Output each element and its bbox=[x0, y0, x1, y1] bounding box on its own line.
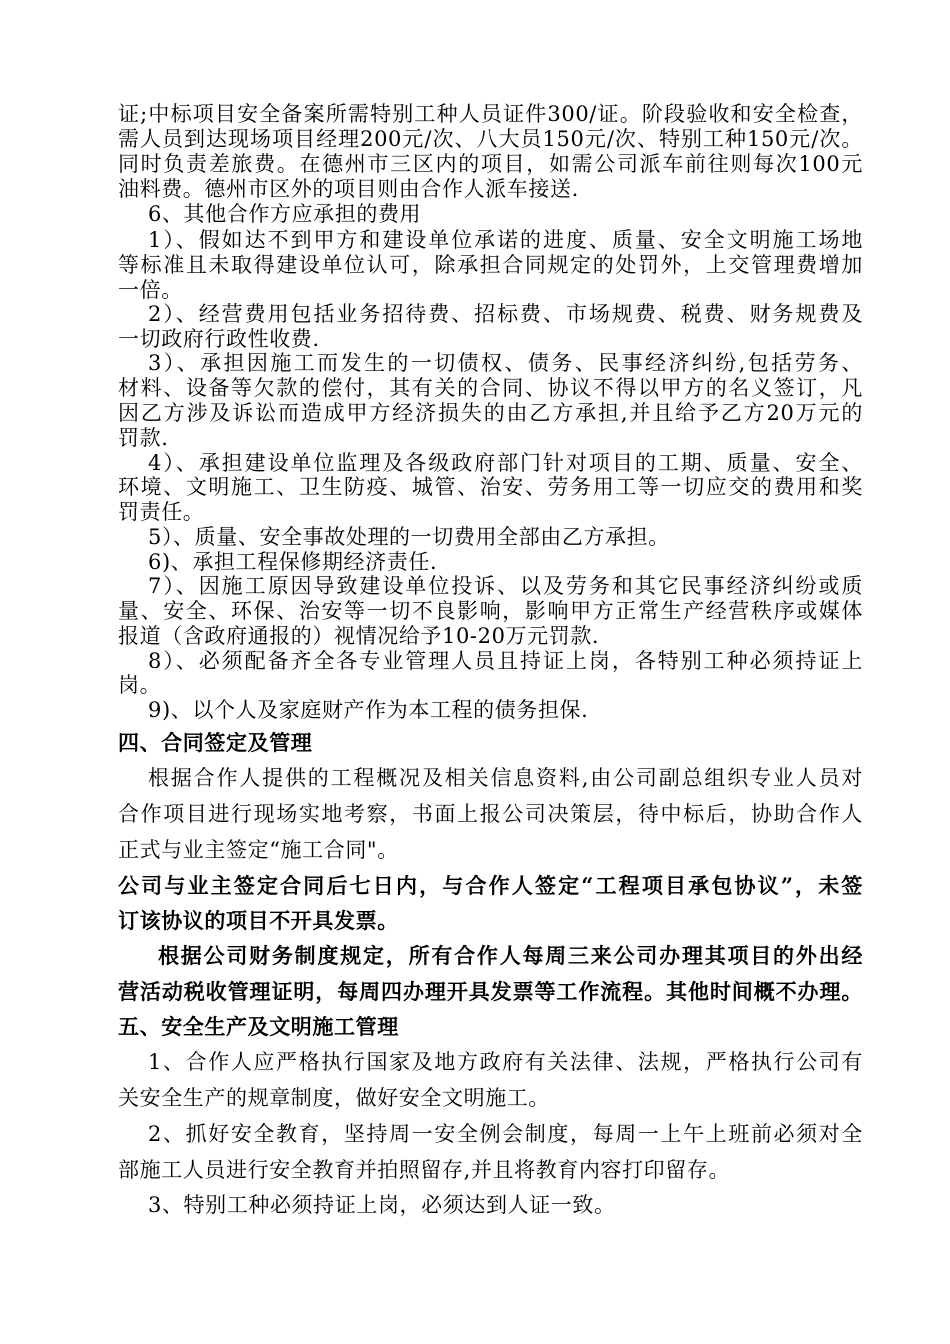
text-line: 一倍。 bbox=[118, 278, 183, 302]
text-line: 3）、承担因施工而发生的一切债权、债务、民事经济纠纷,包括劳务、 bbox=[148, 351, 863, 375]
text-line: 同时负责差旅费。在德州市三区内的项目，如需公司派车前往则每次100元 bbox=[118, 152, 863, 176]
text-line: 8）、必须配备齐全各专业管理人员且持证上岗，各特别工种必须持证上 bbox=[148, 649, 863, 673]
text-line: 罚款. bbox=[118, 426, 169, 450]
text-line: 材料、设备等欠款的偿付，其有关的合同、协议不得以甲方的名义签订，凡 bbox=[118, 376, 863, 400]
text-line: 岗。 bbox=[118, 673, 162, 697]
subsection-heading: 6、其他合作方应承担的费用 bbox=[148, 202, 422, 226]
section-heading: 四、合同签定及管理 bbox=[118, 730, 313, 755]
text-line: 环境、文明施工、卫生防疫、城管、治安、劳务用工等一切应交的费用和奖 bbox=[118, 475, 863, 499]
text-line: 关安全生产的规章制度，做好安全文明施工。 bbox=[118, 1086, 550, 1110]
text-line: 9)、以个人及家庭财产作为本工程的债务担保. bbox=[148, 698, 589, 722]
text-line: 报道（含政府通报的）视情况给予10-20万元罚款. bbox=[118, 624, 600, 648]
text-line: 量、安全、环保、治安等一切不良影响，影响甲方正常生产经营秩序或媒体 bbox=[118, 599, 863, 623]
text-line: 因乙方涉及诉讼而造成甲方经济损失的由乙方承担,并且给予乙方20万元的 bbox=[118, 401, 863, 425]
text-line: 根据合作人提供的工程概况及相关信息资料,由公司副总组织专业人员对 bbox=[148, 766, 863, 790]
text-line: 正式与业主签定“施工合同"。 bbox=[118, 838, 399, 862]
text-line: 1、合作人应严格执行国家及地方政府有关法律、法规，严格执行公司有 bbox=[148, 1050, 863, 1074]
text-line: 1）、假如达不到甲方和建设单位承诺的进度、质量、安全文明施工场地 bbox=[148, 228, 863, 252]
text-line: 需人员到达现场项目经理200元/次、八大员150元/次、特别工种150元/次。 bbox=[118, 127, 863, 151]
section-heading: 五、安全生产及文明施工管理 bbox=[118, 1014, 399, 1039]
text-line: 4）、承担建设单位监理及各级政府部门针对项目的工期、质量、安全、 bbox=[148, 451, 863, 475]
bold-text-line: 营活动税收管理证明，每周四办理开具发票等工作流程。其他时间概不办理。 bbox=[118, 979, 863, 1004]
bold-text-line: 公司与业主签定合同后七日内，与合作人签定“工程项目承包协议”，未签 bbox=[118, 873, 863, 898]
bold-text-line: 根据公司财务制度规定，所有合作人每周三来公司办理其项目的外出经 bbox=[158, 943, 863, 968]
text-line: 7）、因施工原因导致建设单位投诉、以及劳务和其它民事经济纠纷或质 bbox=[148, 574, 863, 598]
bold-text-line: 订该协议的项目不开具发票。 bbox=[118, 908, 399, 933]
text-line: 3、特别工种必须持证上岗，必须达到人证一致。 bbox=[148, 1193, 616, 1217]
text-line: 等标准且未取得建设单位认可，除承担合同规定的处罚外，上交管理费增加 bbox=[118, 253, 863, 277]
text-line: 合作项目进行现场实地考察，书面上报公司决策层，待中标后，协助合作人 bbox=[118, 802, 863, 826]
text-line: 2）、经营费用包括业务招待费、招标费、市场规费、税费、财务规费及 bbox=[148, 302, 863, 326]
text-line: 5）、质量、安全事故处理的一切费用全部由乙方承担。 bbox=[148, 525, 670, 549]
text-line: 油料费。德州市区外的项目则由合作人派车接送. bbox=[118, 177, 579, 201]
text-line: 6)、承担工程保修期经济责任. bbox=[148, 550, 438, 574]
text-line: 证;中标项目安全备案所需特别工种人员证件300/证。阶段验收和安全检查， bbox=[118, 102, 863, 126]
text-line: 2、抓好安全教育，坚持周一安全例会制度，每周一上午上班前必须对全 bbox=[148, 1122, 863, 1146]
text-line: 部施工人员进行安全教育并拍照留存,并且将教育内容打印留存。 bbox=[118, 1158, 731, 1182]
text-line: 一切政府行政性收费. bbox=[118, 327, 320, 351]
text-line: 罚责任。 bbox=[118, 500, 205, 524]
